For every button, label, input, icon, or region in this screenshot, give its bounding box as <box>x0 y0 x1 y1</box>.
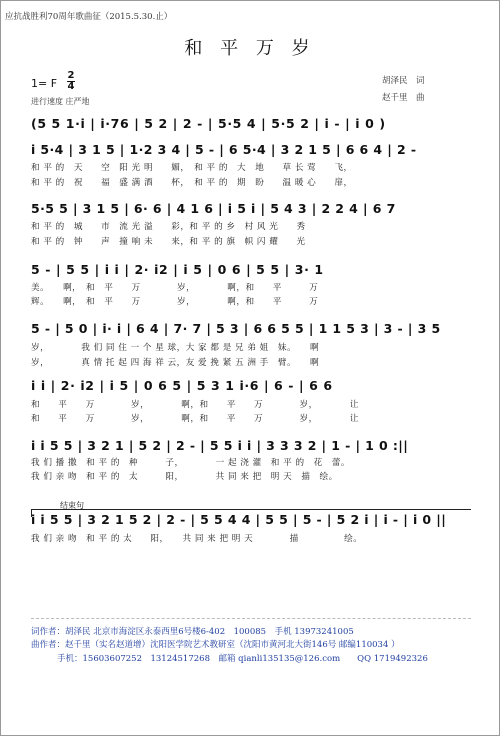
music-line-4: 5 - | 5 5 | i i | 2· i2 | i 5 | 0 6 | 5 5 | 3· 1 <box>31 262 324 277</box>
composer-phone-email: 手机：15603607252 13124517268 邮箱 qianli135135@126.com QQ 1719492326 <box>57 654 428 664</box>
composer-credit: 赵千里 曲 <box>382 93 425 103</box>
lyric-line-5a: 岁， 我 们 同 住 一 个 星 球，大 家 都 是 兄 弟 姐 妹。 啊 <box>31 343 320 353</box>
music-line-3: 5·5 5 | 3 1 5 | 6· 6 | 4 1 6 | i 5 i | 5 4 3 | 2 2 4 | 6 7 <box>31 201 396 216</box>
contest-note: 应抗战胜利70周年歌曲征（2015.5.30.止） <box>5 12 173 22</box>
music-line-6: i i | 2· i2 | i 5 | 0 6 5 | 5 3 1 i·6 | 6 - | 6 6 <box>31 378 333 393</box>
lyric-line-4b: 辉。 啊， 和 平 万 岁， 啊，和 平 万 <box>31 297 319 307</box>
ending-bracket-line <box>31 509 471 510</box>
lyric-line-6b: 和 平 万 岁， 啊，和 平 万 岁， 让 <box>31 414 359 424</box>
lyric-line-2b: 和 平 的 祝 福 盛 满 酒 杯， 和 平 的 期 盼 温 暖 心 扉， <box>31 178 353 188</box>
music-line-7: i i 5 5 | 3 2 1 | 5 2 | 2 - | 5 5 i i | 3 3 3 2 | 1 - | 1 0 :|| <box>31 438 409 453</box>
music-line-8: i i 5 5 | 3 2 1 5 2 | 2 - | 5 5 4 4 | 5 5 | 5 - | 5 2 i | i - | i 0 || <box>31 512 447 527</box>
lyric-line-7b: 我 们 亲 吻 和 平 的 太 阳， 共 同 来 把 明 天 描 绘。 <box>31 472 338 482</box>
meter-top: 2 <box>67 70 75 81</box>
time-signature <box>67 71 75 92</box>
music-line-5: 5 - | 5 0 | i· i | 6 4 | 7· 7 | 5 3 | 6 6 5 5 | 1 1 5 3 | 3 - | 3 5 <box>31 321 441 336</box>
lyric-line-2a: 和 平 的 天 空 阳 光 明 媚， 和 平 的 大 地 草 长 莺 飞， <box>31 163 353 173</box>
music-line-2: i 5·4 | 3 1 5 | 1·2 3 4 | 5 - | 6 5·4 | 3 2 1 5 | 6 6 4 | 2 - <box>31 142 417 157</box>
lyric-line-4a: 美。 啊， 和 平 万 岁， 啊，和 平 万 <box>31 283 319 293</box>
lyricist-contact: 词作者：胡泽民 北京市海淀区永泰西里6号楼6-402 100085 手机 13973241005 <box>31 627 354 637</box>
tempo-marking: 进行速度 庄严地 <box>31 97 90 106</box>
lyric-line-6a: 和 平 万 岁， 啊，和 平 万 岁， 让 <box>31 400 359 410</box>
lyric-line-3a: 和 平 的 城 市 流 光 溢 彩，和 平 的 乡 村 风 光 秀 <box>31 222 306 232</box>
lyricist-credit: 胡泽民 词 <box>382 76 425 86</box>
lyric-line-3b: 和 平 的 钟 声 撞 响 未 来，和 平 的 旗 帜 闪 耀 光 <box>31 237 306 247</box>
lyric-line-7a: 我 们 播 撒 和 平 的 种 子， 一 起 浇 灌 和 平 的 花 蕾。 <box>31 458 351 468</box>
lyric-line-5b: 岁， 真 情 托 起 四 海 祥 云，友 爱 挽 紧 五 洲 手 臂。 啊 <box>31 358 320 368</box>
song-title: 和 平 万 岁 <box>184 38 316 59</box>
ending-label: 结束句 <box>60 501 84 510</box>
meter-bottom: 4 <box>67 81 75 92</box>
key-signature: 1= F <box>31 77 58 90</box>
composer-contact: 曲作者：赵千里（实名赵道增）沈阳医学院艺术教研室（沈阳市黄河北大街146号 邮编110034 ） <box>31 640 400 650</box>
music-line-1: (5 5 1·i | i·76 | 5 2 | 2 - | 5·5 4 | 5·5 2 | i - | i 0 ) <box>31 116 386 131</box>
lyric-line-8a: 我 们 亲 吻 和 平 的 太 阳， 共 同 来 把 明 天 描 绘。 <box>31 534 363 544</box>
footer-separator <box>31 618 471 619</box>
